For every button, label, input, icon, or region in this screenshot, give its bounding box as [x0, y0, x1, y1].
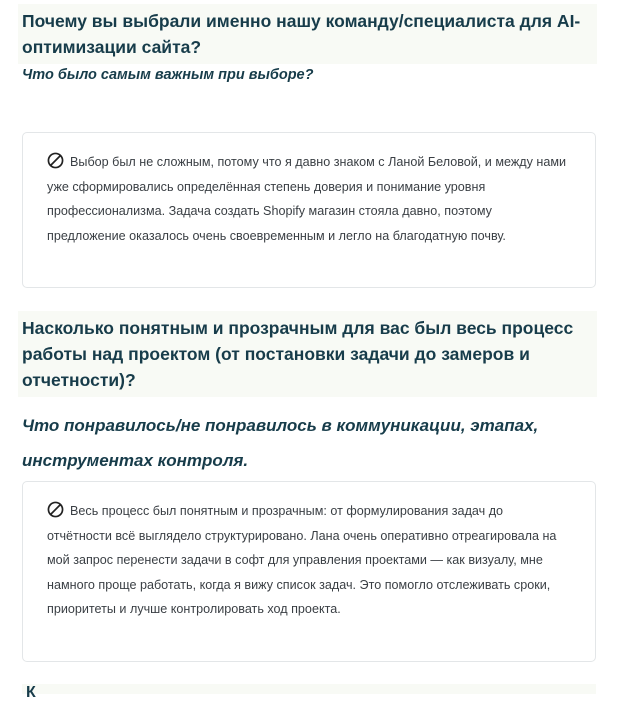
- next-question-heading: [22, 684, 596, 701]
- answer-text: Выбор был не сложным, потому что я давно знаком с Ланой Беловой, и между нами уже сформировались определённая степень доверия и понимание уровня профессионализма. Задача создать Shopify магазин стояла давно, поэтому предложение оказалось очень своевременным и легло на благодатную почву.: [47, 155, 567, 243]
- next-question-text: К: [26, 684, 36, 701]
- question-subtitle: Что было самым важным при выборе?: [22, 67, 314, 83]
- answer-text: Весь процесс был понятным и прозрачным: от формулирования задач до отчётности всё выглядело структурировано. Лана очень оперативно отреагировала на мой запрос перенести задачи в софт для управления проектами — как визуалу, мне намного проще работать, когда я вижу список задач. Это помогло отслеживать сроки, приоритеты и лучше контролировать ход проекта.: [47, 504, 557, 617]
- question-heading: Насколько понятным и прозрачным для вас был весь процесс работы над проектом (от постановки задачи до замеров и отчетности)?: [18, 311, 597, 397]
- question-heading: Почему вы выбрали именно нашу команду/специалиста для AI-оптимизации сайта?: [18, 4, 597, 64]
- answer-card: [22, 132, 596, 288]
- prohibited-circle-icon: [47, 501, 64, 518]
- prohibited-circle-icon: [47, 152, 64, 169]
- answer-card: [22, 481, 596, 662]
- question-subtitle: Что понравилось/не понравилось в коммуникации, этапах, инструментах контроля.: [22, 416, 539, 470]
